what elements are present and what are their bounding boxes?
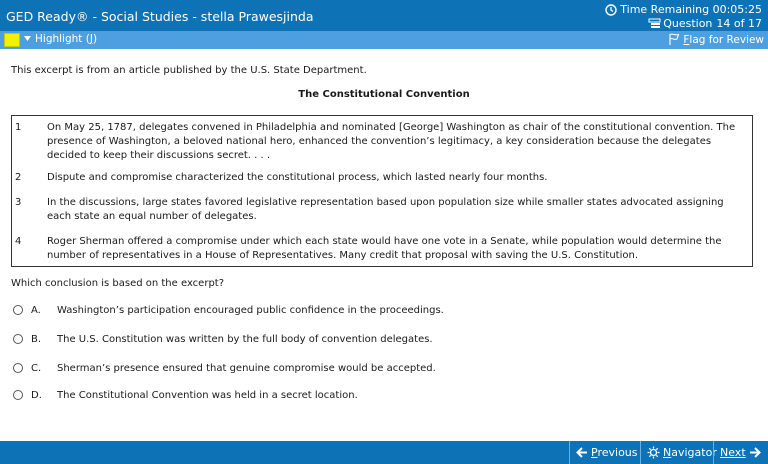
navigator-label: avigator — [671, 446, 717, 459]
question-counter — [648, 17, 762, 30]
highlight-color-swatch[interactable] — [4, 33, 20, 47]
paragraph-text: Roger Sherman offered a compromise under which each state would have one vote in a Senate, while population would determine the number of representatives in a House of Representatives. Many credit that proposal with saving the U.S. Constitution. — [47, 236, 722, 261]
paragraph-text: Dispute and compromise characterized the constitutional process, which lasted nearly four months. — [47, 172, 548, 183]
highlight-label: Highlight ( — [35, 33, 90, 45]
radio-button[interactable] — [13, 334, 23, 344]
option-letter: D. — [31, 389, 42, 401]
arrow-left-icon — [576, 447, 588, 458]
app-title: GED Ready® - Social Studies - stella Prawesjinda — [6, 9, 314, 24]
paragraph-number: 2 — [15, 172, 22, 183]
paragraph-text: On May 25, 1787, delegates convened in Philadelphia and nominated [George] Washington as chair of the constitutional convention. The presence of Washington, a beloved national hero, enhanced the convention’s legitimacy, a key consideration because the delegates decided to keep their discussions secret. . . . — [47, 122, 736, 161]
flag-shortcut-key: F — [683, 33, 690, 46]
toolbar — [0, 31, 768, 49]
option-text: Washington’s participation encouraged public confidence in the proceedings. — [57, 304, 444, 316]
paragraph-number: 1 — [15, 122, 22, 133]
paragraph-text: In the discussions, large states favored legislative representation based upon population size while smaller states advocated assigning each state an equal number of delegates. — [47, 197, 724, 222]
next-label: Next — [720, 446, 746, 459]
passage-title: The Constitutional Convention — [298, 89, 470, 100]
flag-icon — [668, 33, 680, 46]
next-button[interactable] — [713, 441, 767, 464]
footer-nav-bar — [0, 441, 768, 464]
answer-option-c[interactable] — [13, 361, 436, 375]
radio-button[interactable] — [13, 305, 23, 315]
paragraph-number: 3 — [15, 197, 22, 208]
previous-button[interactable] — [569, 441, 644, 464]
flag-label: lag for Review — [689, 33, 764, 46]
answer-option-b[interactable] — [13, 332, 433, 346]
option-letter: B. — [31, 333, 42, 345]
question-list-icon — [648, 18, 661, 29]
passage-box — [11, 115, 753, 267]
flag-for-review-button[interactable] — [668, 33, 764, 46]
option-text: The U.S. Constitution was written by the full body of convention delegates. — [57, 333, 433, 345]
option-letter: C. — [31, 362, 42, 374]
answer-option-a[interactable] — [13, 303, 444, 317]
highlight-shortcut-key: J — [89, 33, 93, 45]
navigator-shortcut-key: N — [663, 446, 672, 459]
navigator-button[interactable] — [640, 441, 723, 464]
clock-icon — [605, 4, 617, 16]
navigator-gear-icon — [647, 446, 660, 459]
caret-down-icon — [24, 36, 31, 42]
arrow-right-icon — [749, 447, 761, 458]
answer-option-d[interactable] — [13, 388, 358, 402]
previous-label: revious — [597, 446, 638, 459]
highlight-button[interactable] — [24, 33, 97, 45]
paragraph-number: 4 — [15, 236, 22, 247]
previous-shortcut-key: P — [591, 446, 598, 459]
option-text: Sherman’s presence ensured that genuine compromise would be accepted. — [57, 362, 436, 374]
time-remaining-label: Time Remaining 00:05:25 — [620, 3, 762, 16]
option-text: The Constitutional Convention was held in a secret location. — [57, 389, 358, 401]
question-stem: Which conclusion is based on the excerpt? — [11, 278, 225, 289]
title-bar — [0, 0, 768, 31]
radio-button[interactable] — [13, 390, 23, 400]
time-remaining — [605, 3, 762, 16]
question-number: 14 of 17 — [716, 17, 762, 30]
radio-button[interactable] — [13, 363, 23, 373]
option-letter: A. — [31, 304, 41, 316]
question-label: Question — [663, 17, 713, 30]
passage-intro: This excerpt is from an article published by the U.S. State Department. — [11, 65, 367, 76]
highlight-label-close: ) — [92, 33, 98, 45]
